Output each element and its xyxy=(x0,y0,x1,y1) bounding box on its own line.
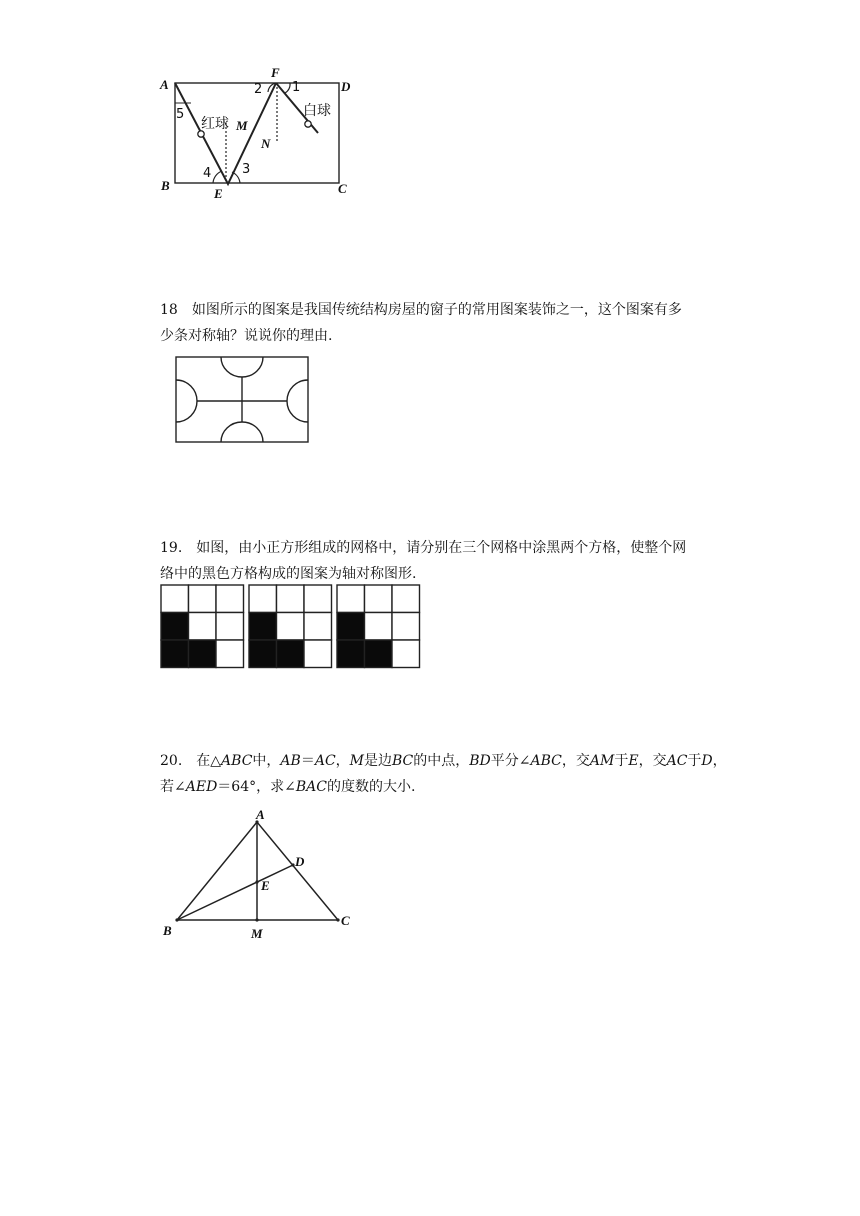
q18-number: 18 xyxy=(160,302,178,318)
angle-5-label: 5 xyxy=(176,107,185,122)
label-C: C xyxy=(338,181,347,196)
q20-t1: 在△ xyxy=(196,753,222,769)
tri-label-D: D xyxy=(295,854,305,869)
q20-t4: AB xyxy=(280,753,301,769)
red-ball-label: 红球 xyxy=(201,116,229,132)
angle-2-label: 2 xyxy=(254,82,263,97)
q20-t19: ，交 xyxy=(638,753,667,769)
q20-t17: 于 xyxy=(614,753,629,769)
label-A: A xyxy=(160,77,169,92)
q20-l2b: AED xyxy=(185,779,218,795)
q20-t5: ＝ xyxy=(300,753,315,769)
q20-t8: M xyxy=(349,753,364,769)
angle-4-label: 4 xyxy=(203,166,212,181)
white-ball-label: 白球 xyxy=(303,103,331,119)
tri-label-M: M xyxy=(251,926,263,941)
q20-t14: ABC xyxy=(530,753,562,769)
label-D: D xyxy=(341,79,351,94)
q19-line2: 络中的黑色方格构成的图案为轴对称图形. xyxy=(160,566,417,582)
q20-t9: 是边 xyxy=(364,753,392,769)
q19-text1: 如图，由小正方形组成的网格中，请分别在三个网格中涂黑两个方格，使整个网 xyxy=(196,540,687,556)
q20-t20: AC xyxy=(666,753,688,769)
tri-label-C: C xyxy=(341,913,350,928)
q18-text1: 如图所示的图案是我国传统结构房屋的窗子的常用图案装饰之一，这个图案有多 xyxy=(191,302,682,318)
q20-t3: 中， xyxy=(252,753,281,769)
q20-t18: E xyxy=(628,753,639,769)
label-N: N xyxy=(261,136,271,151)
q19-number: 19. xyxy=(160,540,183,556)
q20-t11: 的中点， xyxy=(413,753,470,769)
q20-t16: AM xyxy=(589,753,615,769)
q18-line2: 少条对称轴？说说你的理由. xyxy=(160,328,333,344)
q20-t7: ， xyxy=(335,753,350,769)
angle-3-label: 3 xyxy=(242,162,251,177)
q20-l2c: ＝64°，求∠ xyxy=(217,779,296,795)
q20-t23: ， xyxy=(712,753,727,769)
q20-t21: 于 xyxy=(687,753,702,769)
q20-t12: BD xyxy=(469,753,491,769)
label-E: E xyxy=(214,186,223,201)
q20-l2d: BAC xyxy=(295,779,327,795)
label-F: F xyxy=(271,65,280,80)
q20-t10: BC xyxy=(392,753,414,769)
q20-l2e: 的度数的大小. xyxy=(326,779,416,795)
angle-1-label: 1 xyxy=(292,80,301,95)
q20-t6: AC xyxy=(314,753,336,769)
label-B: B xyxy=(161,178,170,193)
label-M: M xyxy=(236,118,248,133)
tri-label-B: B xyxy=(163,923,172,938)
q20-t22: D xyxy=(701,753,713,769)
q20-number: 20. xyxy=(160,753,183,769)
tri-label-E: E xyxy=(261,878,270,893)
tri-label-A: A xyxy=(256,807,265,822)
q20-t15: ，交 xyxy=(561,753,590,769)
q20-l2a: 若∠ xyxy=(160,779,186,795)
q20-t13: 平分∠ xyxy=(490,753,531,769)
q20-t2: ABC xyxy=(221,753,253,769)
